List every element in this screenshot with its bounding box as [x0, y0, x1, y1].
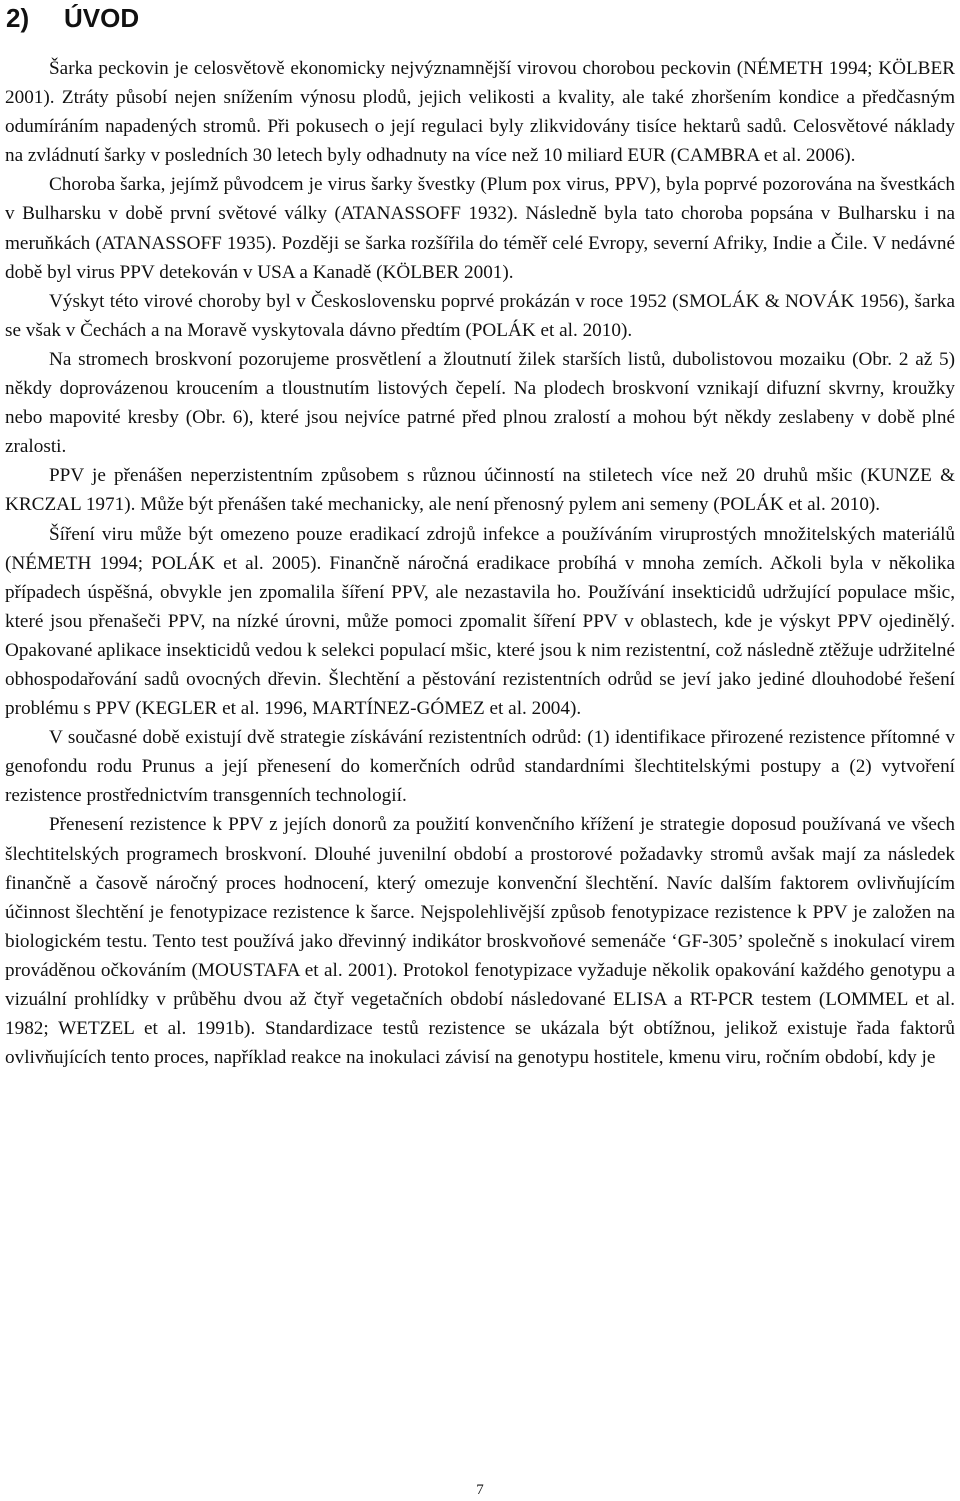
paragraph: PPV je přenášen neperzistentním způsobem s různou účinností na stiletech více než 20 druhů mšic (KUNZE & KRCZAL 1971). Může být přenášen také mechanicky, ale není přenosný pylem ani semeny (POLÁK et al. 2010).: [5, 465, 955, 516]
section-heading: [6, 0, 139, 36]
paragraph: Šíření viru může být omezeno pouze eradikací zdrojů infekce a používáním viruprostých množitelských materiálů (NÉMETH 1994; POLÁK et al. 2005). Finančně náročná eradikace probíhá v mnoha zemích. Ačkoli byla v několika případech úspěšná, obvykle jen zpomalila šíření PPV, ale nezastavila ho. Používání insekticidů udržující populace mšic, které jsou přenašeči PPV, na nízké úrovni, může pomoci zpomalit šíření PPV v oblastech, kde je výskyt PPV ojedinělý. Opakované aplikace insekticidů vedou k selekci populací mšic, které jsou k nim rezistentní, což následně ztěžuje udržitelné obhospodařování sadů ovocných dřevin. Šlechtění a pěstování rezistentních odrůd se jeví jako jediné dlouhodobé řešení problému s PPV (KEGLER et al. 1996, MARTÍNEZ-GÓMEZ et al. 2004).: [5, 523, 955, 720]
paragraph: Přenesení rezistence k PPV z jejích donorů za použití konvenčního křížení je strategie doposud používaná ve všech šlechtitelských programech broskvoní. Dlouhé juvenilní období a prostorové požadavky stromů avšak mají za následek finančně a časově náročný proces hodnocení, který omezuje konvenční šlechtění. Navíc dalším faktorem ovlivňujícím účinnost šlechtění je fenotypizace rezistence k šarce. Nejspolehlivější způsob fenotypizace rezistence k PPV je založen na biologickém testu. Tento test používá jako dřevinný indikátor broskvoňové semenáče ‘GF-305’ společně s inokulací virem prováděnou očkováním (MOUSTAFA et al. 2001). Protokol fenotypizace vyžaduje několik opakování každého genotypu a vizuální prohlídky v průběhu dvou až čtyř vegetačních období následované ELISA a RT-PCR testem (LOMMEL et al. 1982; WETZEL et al. 1991b). Standardizace testů rezistence se ukázala být obtížnou, jelikož existuje řada faktorů ovlivňujících tento proces, například reakce na inokulaci závisí na genotypu hostitele, kmenu viru, ročním období, kdy je: [5, 814, 955, 1069]
section-number: 2): [6, 3, 30, 33]
paragraph: Výskyt této virové choroby byl v Československu poprvé prokázán v roce 1952 (SMOLÁK & NOVÁK 1956), šarka se však v Čechách a na Moravě vyskytovala dávno předtím (POLÁK et al. 2010).: [5, 290, 955, 341]
paragraph: Na stromech broskvoní pozorujeme prosvětlení a žloutnutí žilek starších listů, dubolistovou mozaiku (Obr. 2 až 5) někdy doprovázenou kroucením a tloustnutím listových čepelí. Na plodech broskvoní vznikají difuzní skvrny, kroužky nebo mapovité kresby (Obr. 6), které jsou nejvíce patrné před plnou zralostí a mohou být někdy zeslabeny v době plné zralosti.: [5, 348, 955, 458]
paragraph: Choroba šarka, jejímž původcem je virus šarky švestky (Plum pox virus, PPV), byla poprvé pozorována na švestkách v Bulharsku v době první světové války (ATANASSOFF 1932). Následně byla tato choroba popsána v Bulharsku i na meruňkách (ATANASSOFF 1935). Později se šarka rozšířila do téměř celé Evropy, severní Afriky, Indie a Čile. V nedávné době byl virus PPV detekován v USA a Kanadě (KÖLBER 2001).: [5, 174, 955, 283]
section-title: ÚVOD: [64, 3, 140, 33]
page-number: 7: [476, 1482, 484, 1498]
paragraph: V současné době existují dvě strategie získávání rezistentních odrůd: (1) identifikace přirozené rezistence přítomné v genofondu rodu Prunus a její přenesení do komerčních odrůd standardními šlechtitelskými postupy a (2) vytvoření rezistence prostřednictvím transgenních technologií.: [5, 727, 955, 807]
body-text: [5, 54, 955, 1072]
paragraph: Šarka peckovin je celosvětově ekonomicky nejvýznamnější virovou chorobou peckovin (NÉMETH 1994; KÖLBER 2001). Ztráty působí nejen snížením výnosu plodů, jejich velikosti a kvality, ale také zhoršením kondice a předčasným odumíráním napadených stromů. Při pokusech o její regulaci byly zlikvidovány tisíce hektarů sadů. Celosvětové náklady na zvládnutí šarky v posledních 30 letech byly odhadnuty na více než 10 miliard EUR (CAMBRA et al. 2006).: [5, 58, 955, 167]
